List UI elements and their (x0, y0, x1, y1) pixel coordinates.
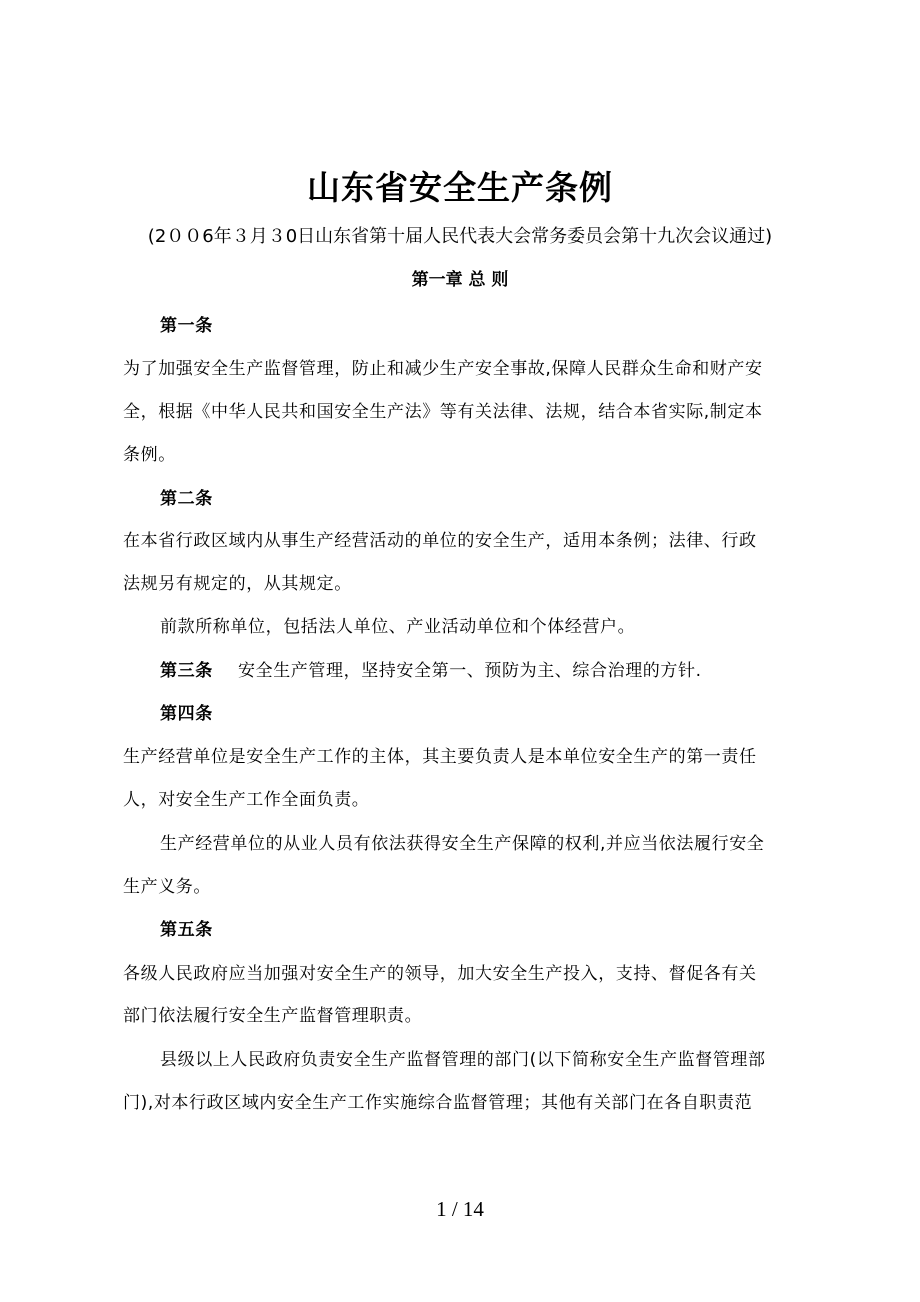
paragraph-line: 生产经营单位的从业人员有依法获得安全生产保障的权利,并应当依法履行安全 (160, 834, 765, 854)
article-heading: 第三条 (160, 661, 213, 681)
document-title: 山东省安全生产条例 (307, 168, 613, 207)
document-subtitle: (2００6年３月３0日山东省第十届人民代表大会常务委员会第十九次会议通过) (147, 226, 773, 247)
paragraph-line: 条例。 (123, 445, 176, 465)
article-heading: 第五条 (160, 920, 213, 940)
paragraph-line: 部门依法履行安全生产监督管理职责。 (123, 1006, 423, 1026)
paragraph-line: 生产经营单位是安全生产工作的主体，其主要负责人是本单位安全生产的第一责任 (123, 747, 757, 767)
paragraph-line: 县级以上人民政府负责安全生产监督管理的部门(以下简称安全生产监督管理部 (160, 1050, 766, 1070)
article-heading: 第二条 (160, 489, 213, 509)
paragraph-line: 人，对安全生产工作全面负责。 (123, 790, 370, 810)
paragraph-line: 生产义务。 (123, 877, 211, 897)
page-number: 1 / 14 (436, 1197, 484, 1221)
paragraph-line: 安全生产管理，坚持安全第一、预防为主、综合治理的方针. (238, 661, 702, 681)
paragraph-line: 法规另有规定的，从其规定。 (123, 574, 352, 594)
paragraph-line: 各级人民政府应当加强对安全生产的领导，加大安全生产投入，支持、督促各有关 (123, 964, 757, 984)
chapter-heading: 第一章 总 则 (411, 270, 509, 290)
article-heading: 第四条 (160, 704, 213, 724)
article-heading: 第一条 (160, 316, 213, 336)
paragraph-line: 门),对本行政区域内安全生产工作实施综合监督管理；其他有关部门在各自职责范 (123, 1093, 753, 1113)
paragraph-line: 为了加强安全生产监督管理，防止和减少生产安全事故,保障人民群众生命和财产安 (123, 359, 763, 379)
paragraph-line: 全，根据《中华人民共和国安全生产法》等有关法律、法规，结合本省实际,制定本 (123, 402, 763, 422)
paragraph-line: 在本省行政区域内从事生产经营活动的单位的安全生产，适用本条例；法律、行政 (123, 531, 757, 551)
paragraph-line: 前款所称单位，包括法人单位、产业活动单位和个体经营户。 (160, 617, 636, 637)
